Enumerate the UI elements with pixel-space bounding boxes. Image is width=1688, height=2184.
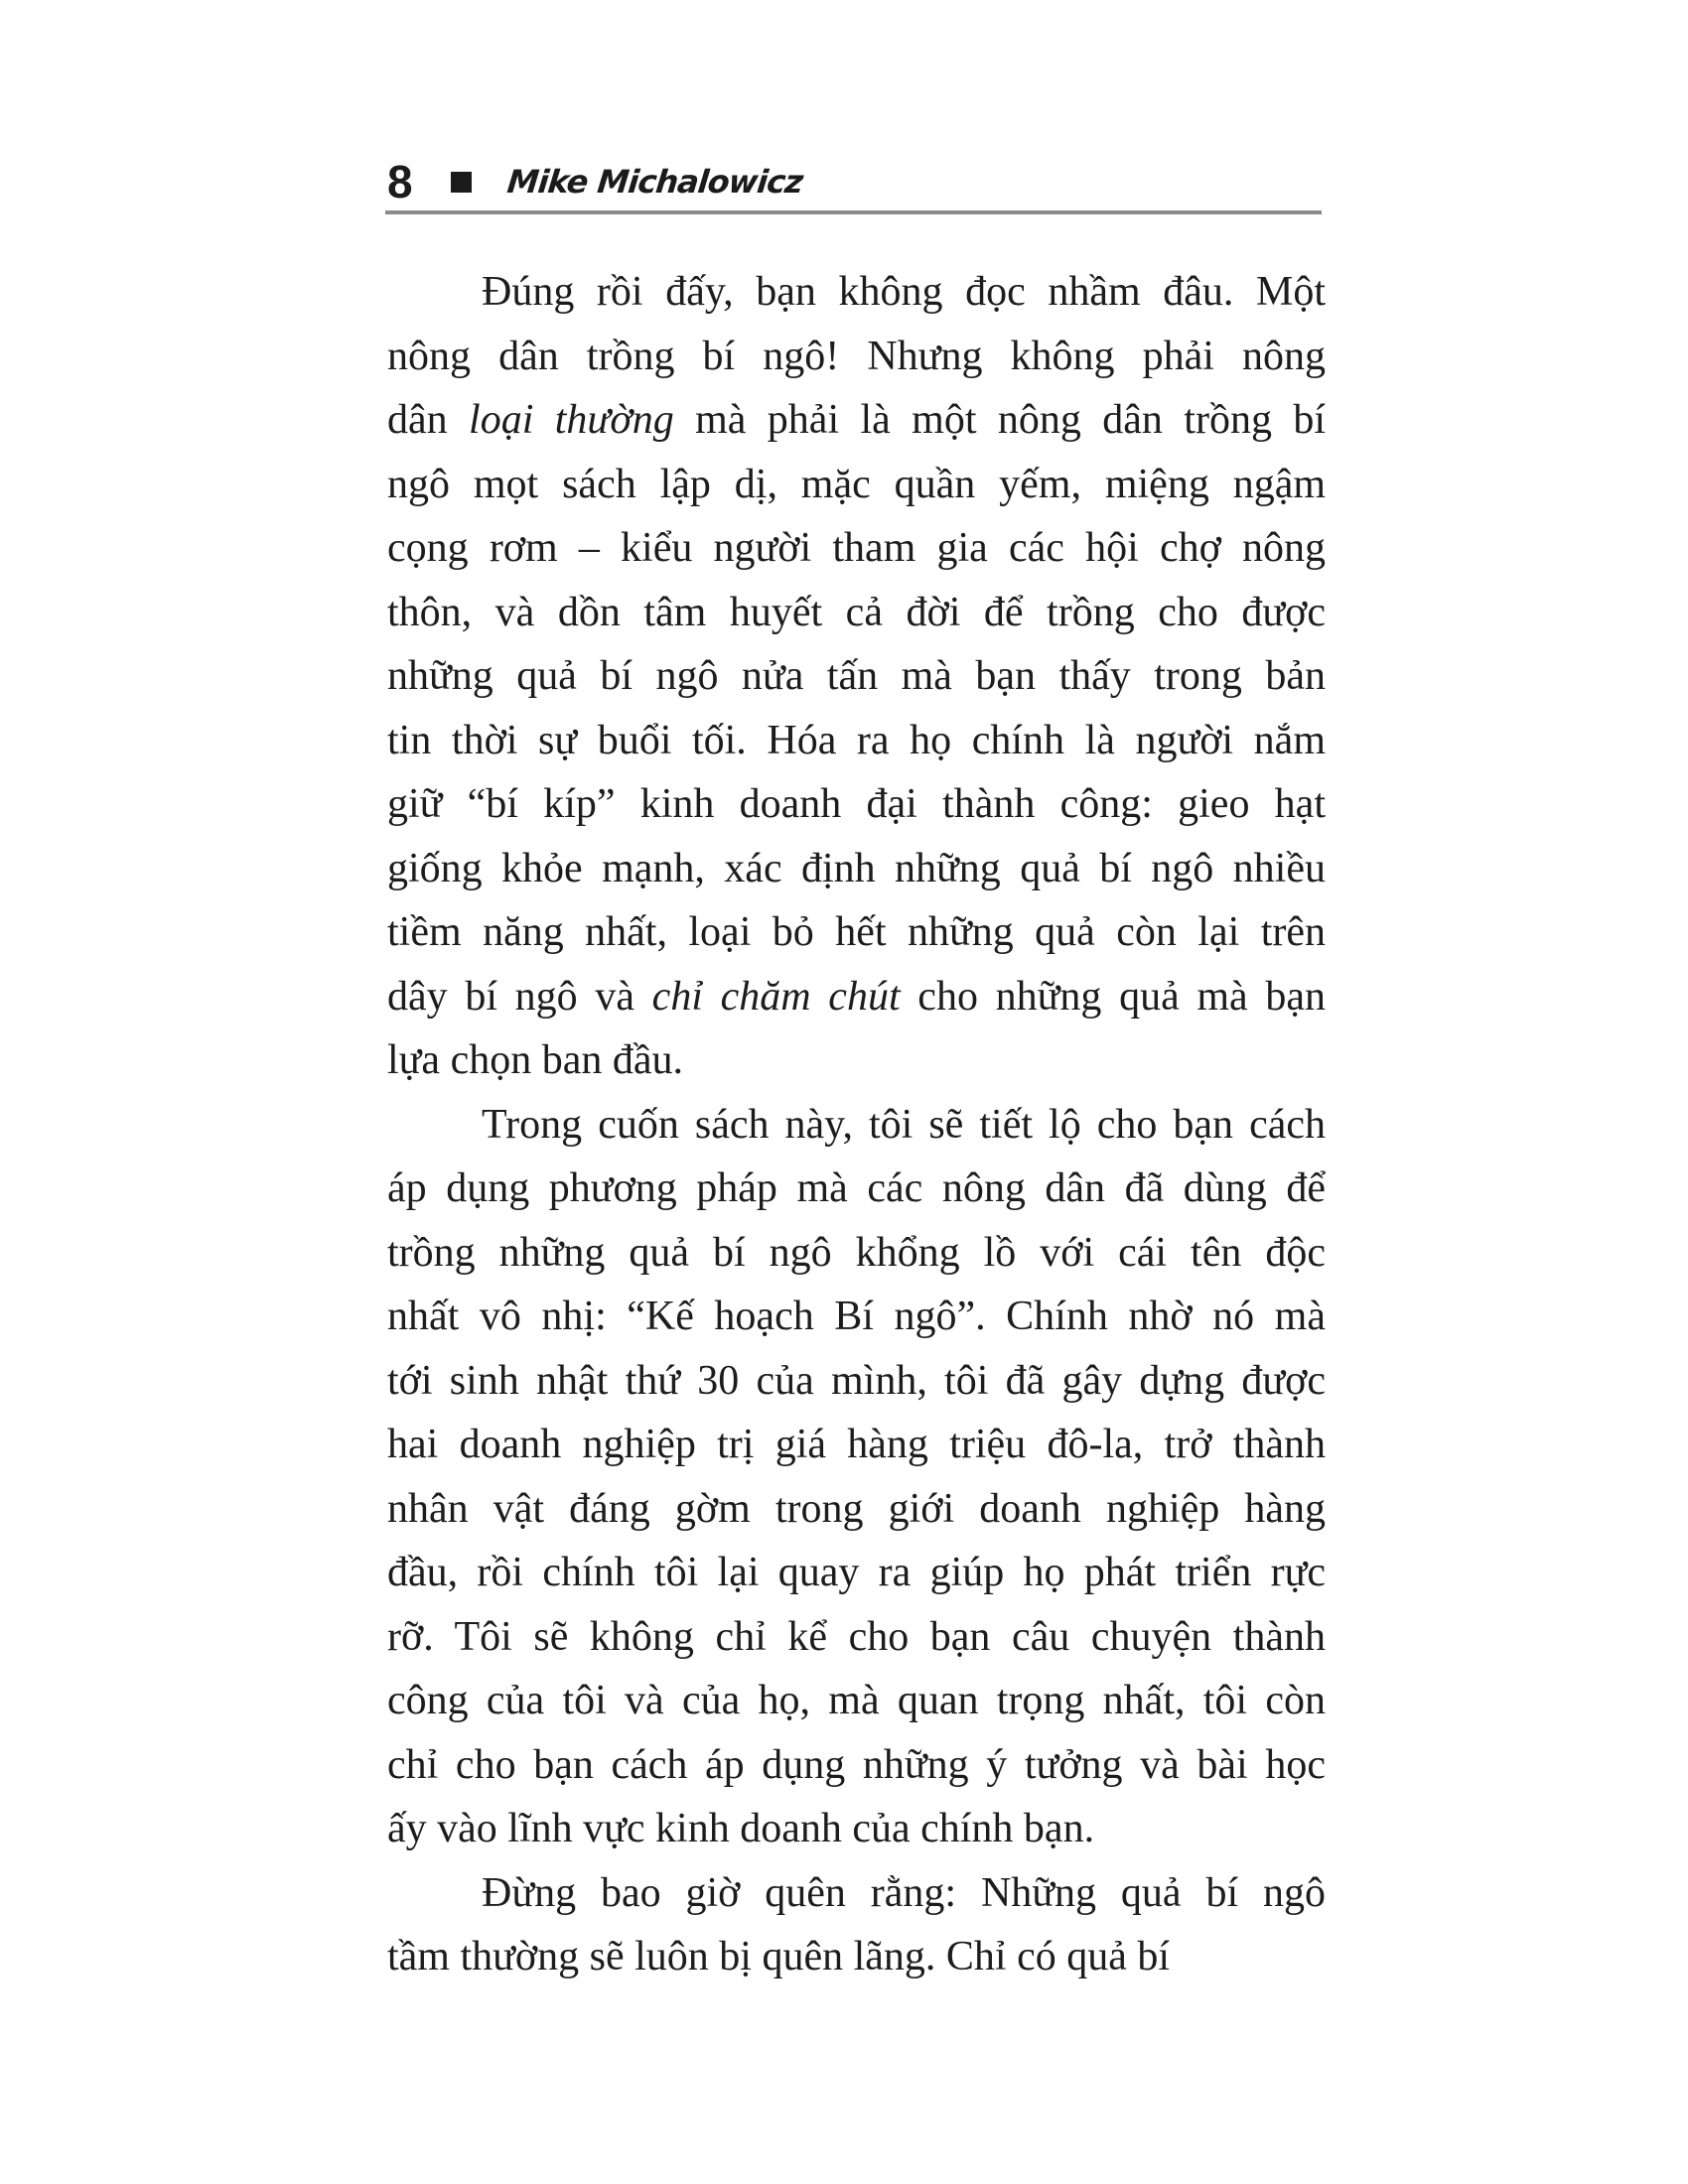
text-run: thôn, và dồn tâm huyết cả đời để trồng cho được — [387, 589, 1326, 635]
text-run: ấy vào lĩnh vực kinh doanh của chính bạn. — [387, 1806, 1095, 1851]
text-line — [387, 837, 1326, 901]
text-line — [387, 1157, 1326, 1221]
text-line — [387, 1221, 1326, 1286]
text-line — [387, 1861, 1326, 1926]
text-line — [387, 453, 1326, 517]
text-line — [387, 1541, 1326, 1605]
italic-text-run: loại thường — [469, 397, 674, 443]
header-rule — [385, 210, 1322, 214]
text-run: giống khỏe mạnh, xác định những quả bí ngô nhiều — [387, 845, 1326, 891]
text-run: dân — [387, 397, 470, 443]
text-line — [387, 325, 1326, 389]
text-line — [387, 260, 1326, 325]
text-run: công của tôi và của họ, mà quan trọng nhất, tôi còn — [387, 1678, 1326, 1723]
text-run: tới sinh nhật thứ 30 của mình, tôi đã gây dựng được — [387, 1357, 1326, 1404]
text-line — [387, 1028, 1326, 1093]
text-line — [387, 1285, 1326, 1349]
text-run: rỡ. Tôi sẽ không chỉ kể cho bạn câu chuyện thành — [387, 1613, 1326, 1660]
text-run: chỉ cho bạn cách áp dụng những ý tưởng và bài học — [387, 1741, 1326, 1788]
text-line — [387, 709, 1326, 773]
text-run: áp dụng phương pháp mà các nông dân đã dùng để — [387, 1165, 1326, 1211]
text-run: trồng những quả bí ngô khổng lồ với cái tên độc — [387, 1229, 1326, 1276]
text-run: Trong cuốn sách này, tôi sẽ tiết lộ cho bạn cách — [482, 1101, 1326, 1148]
text-line — [387, 1477, 1326, 1542]
text-run: nông dân trồng bí ngô! Nhưng không phải nông — [387, 333, 1326, 379]
text-run: nhất vô nhị: “Kế hoạch Bí ngô”. Chính nhờ nó mà — [387, 1294, 1326, 1339]
square-bullet-icon — [451, 172, 472, 193]
text-line — [387, 516, 1326, 581]
text-run: tin thời sự buổi tối. Hóa ra họ chính là người nắm — [387, 717, 1326, 763]
text-run: mà phải là một nông dân trồng bí — [673, 397, 1326, 443]
text-run: dây bí ngô và — [387, 973, 652, 1020]
text-line — [387, 1669, 1326, 1733]
text-line — [387, 581, 1326, 645]
text-line — [387, 1797, 1326, 1861]
text-run: ngô mọt sách lập dị, mặc quần yếm, miệng ngậm — [387, 461, 1326, 507]
paragraph — [387, 1861, 1326, 1989]
text-run: Đừng bao giờ quên rằng: Những quả bí ngô — [482, 1869, 1326, 1916]
paragraph — [387, 1093, 1326, 1861]
text-run: tiềm năng nhất, loại bỏ hết những quả còn lại trên — [387, 909, 1326, 955]
italic-text-run: chỉ chăm chút — [651, 973, 901, 1020]
text-line — [387, 1925, 1326, 1989]
text-run: hai doanh nghiệp trị giá hàng triệu đô-la, trở thành — [387, 1422, 1326, 1467]
text-line — [387, 644, 1326, 709]
text-line — [387, 388, 1326, 453]
text-line — [387, 1413, 1326, 1477]
text-run: Đúng rồi đấy, bạn không đọc nhầm đâu. Một — [482, 269, 1326, 315]
text-line — [387, 1349, 1326, 1414]
text-run: những quả bí ngô nửa tấn mà bạn thấy trong bản — [387, 653, 1326, 699]
text-line — [387, 1605, 1326, 1670]
text-line — [387, 900, 1326, 965]
page-header — [387, 157, 1324, 206]
running-head-author: Mike Michalowicz — [504, 163, 804, 201]
text-line — [387, 1733, 1326, 1798]
text-line — [387, 965, 1326, 1029]
paragraph — [387, 260, 1326, 1093]
text-run: giữ “bí kíp” kinh doanh đại thành công: gieo hạt — [387, 781, 1326, 827]
text-run: nhân vật đáng gờm trong giới doanh nghiệp hàng — [387, 1485, 1326, 1532]
text-run: tầm thường sẽ luôn bị quên lãng. Chỉ có quả bí — [387, 1934, 1171, 1979]
text-run: cọng rơm – kiểu người tham gia các hội chợ nông — [387, 525, 1326, 571]
text-run: cho những quả mà bạn — [900, 973, 1327, 1020]
text-line — [387, 1093, 1326, 1158]
page-number: 8 — [387, 156, 413, 207]
page-body — [387, 260, 1326, 1989]
text-run: đầu, rồi chính tôi lại quay ra giúp họ phát triển rực — [387, 1550, 1326, 1595]
text-line — [387, 772, 1326, 837]
text-run: lựa chọn ban đầu. — [387, 1037, 683, 1083]
